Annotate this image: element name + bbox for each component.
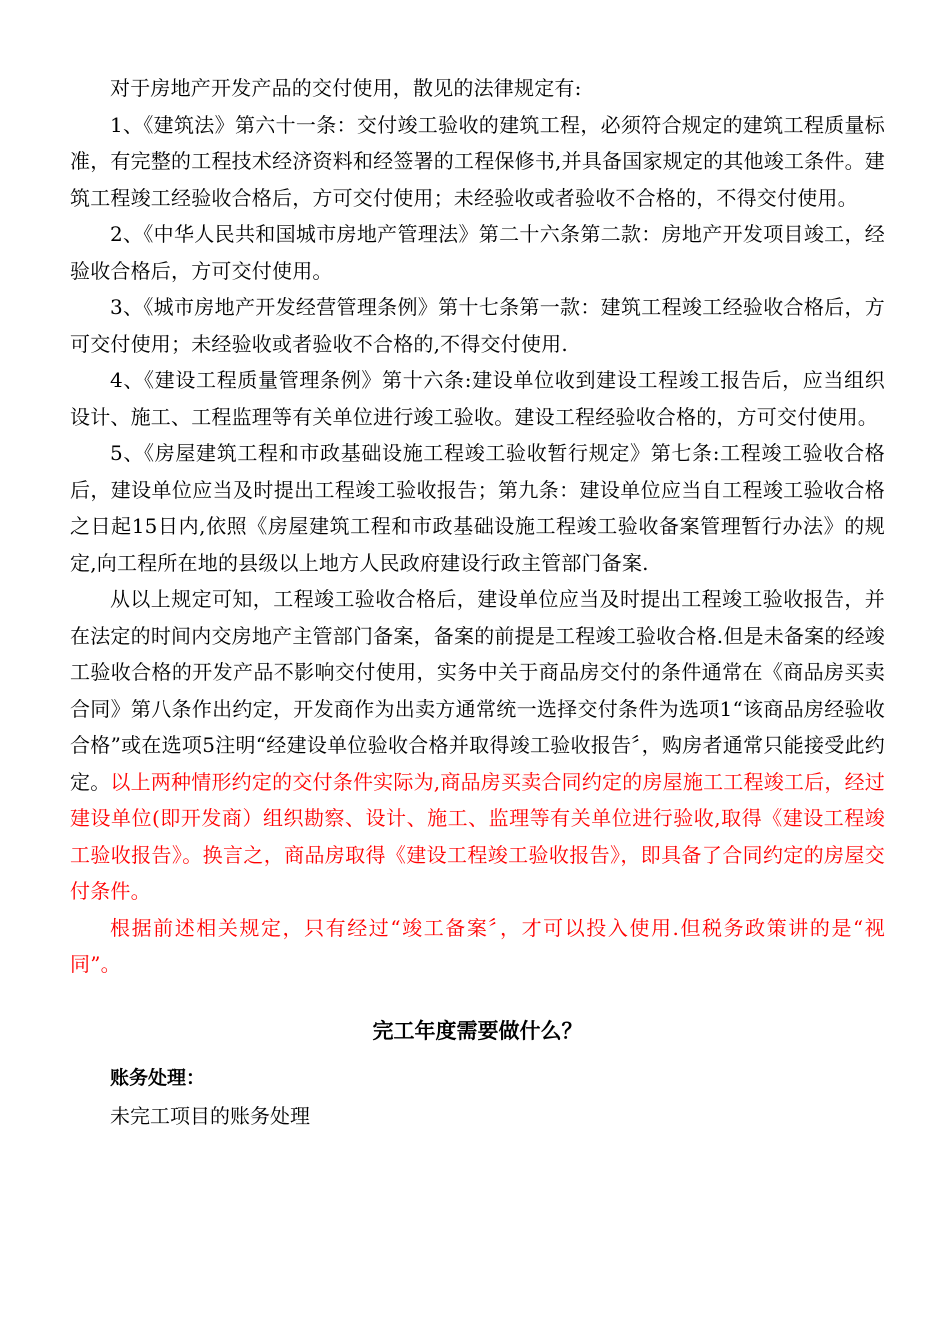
accounting-subheading: 账务处理： xyxy=(110,1066,206,1089)
item-4-paragraph: 4、《建设工程质量管理条例》第十六条:建设单位收到建设工程竣工报告后，应当组织设计、施工、工程监理等有关单位进行竣工验收。建设工程经验收合格的，方可交付使用。 xyxy=(70,368,885,429)
unfinished-project-line: 未完工项目的账务处理 xyxy=(110,1103,310,1128)
item-3-paragraph: 3、《城市房地产开发经营管理条例》第十七条第一款：建筑工程竣工经验收合格后，方可交付使用；未经验收或者验收不合格的,不得交付使用. xyxy=(70,295,885,356)
conclusion-paragraph xyxy=(70,581,885,910)
item-2-paragraph: 2、《中华人民共和国城市房地产管理法》第二十六条第二款：房地产开发项目竣工，经验收合格后，方可交付使用。 xyxy=(70,222,885,283)
document-page xyxy=(70,70,885,1133)
conclusion-black-text: 从以上规定可知，工程竣工验收合格后，建设单位应当及时提出工程竣工验收报告，并在法定的时间内交房地产主管部门备案，备案的前提是工程竣工验收合格.但是未备案的经竣工验收合格的开发产品不影响交付使用，实务中关于商品房交付的条件通常在《商品房买卖合同》第八条作出约定，开发商作为出卖方通常统一选择交付条件为选项1“该商品房经验收合格”或在选项5注明“经建设单位验收合格并取得竣工验收报告〞，购房者通常只能接受此约定。 xyxy=(70,587,885,794)
conclusion-red-text: 以上两种情形约定的交付条件实际为,商品房买卖合同约定的房屋施工工程竣工后，经过建设单位(即开发商）组织勘察、设计、施工、监理等有关单位进行验收,取得《建设工程竣工验收报告》。换言之，商品房取得《建设工程竣工验收报告》，即具备了合同约定的房屋交付条件。 xyxy=(70,769,885,903)
item-5-paragraph: 5、《房屋建筑工程和市政基础设施工程竣工验收暂行规定》第七条:工程竣工验收合格后，建设单位应当及时提出工程竣工验收报告；第九条：建设单位应当自工程竣工验收合格之日起15日内,依照《房屋建筑工程和市政基础设施工程竣工验收备案管理暂行办法》的规定,向工程所在地的县级以上地方人民政府建设行政主管部门备案. xyxy=(70,441,885,575)
intro-paragraph: 对于房地产开发产品的交付使用，散见的法律规定有: xyxy=(110,76,582,100)
item-1-paragraph: 1、《建筑法》第六十一条：交付竣工验收的建筑工程，必须符合规定的建筑工程质量标准，有完整的工程技术经济资料和经签署的工程保修书,并具备国家规定的其他竣工条件。建筑工程竣工经验收合格后，方可交付使用；未经验收或者验收不合格的，不得交付使用。 xyxy=(70,112,885,210)
final-red-paragraph: 根据前述相关规定，只有经过“竣工备案〞，才可以投入使用.但税务政策讲的是“视同”。 xyxy=(70,915,885,976)
section-heading: 完工年度需要做什么？ xyxy=(372,1018,583,1043)
